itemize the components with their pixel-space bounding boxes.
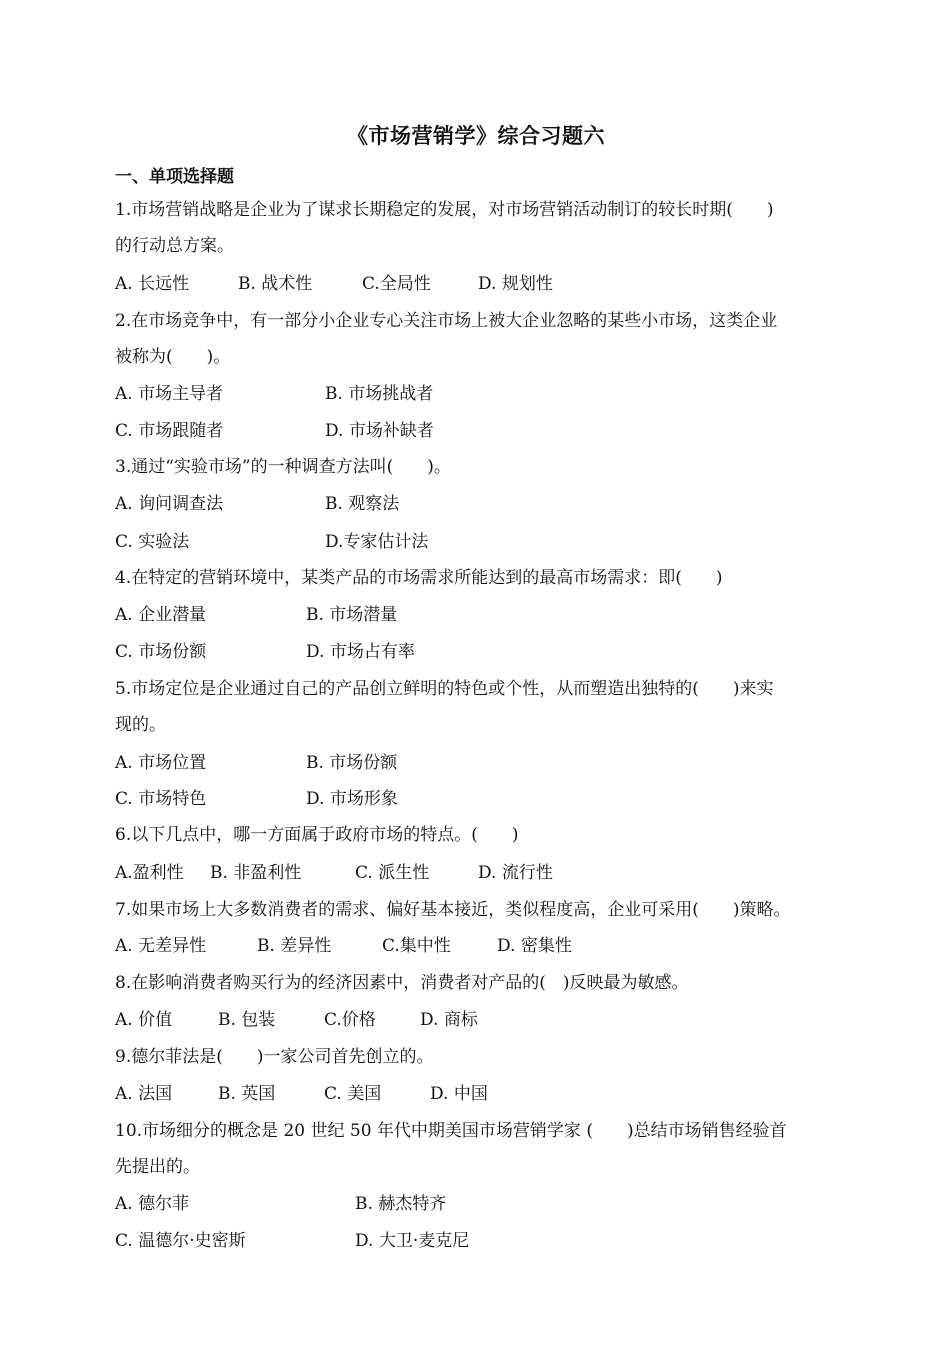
question-2-text: 2.在市场竞争中，有一部分小企业专心关注市场上被大企业忽略的某些小市场，这类企业 [115,311,778,331]
question-1-text: 1.市场营销战略是企业为了谋求长期稳定的发展，对市场营销活动制订的较长时期( ) [115,200,774,220]
question-1-option-c: C.全局性 [362,274,431,294]
question-10-option-b: B. 赫杰特齐 [355,1194,447,1214]
question-7-option-b: B. 差异性 [257,936,332,956]
question-5-option-a: A. 市场位置 [115,753,207,773]
question-2-option-d: D. 市场补缺者 [325,421,434,441]
question-7-option-d: D. 密集性 [497,936,572,956]
question-3-option-d: D.专家估计法 [325,532,429,552]
question-6-option-b: B. 非盈利性 [210,863,302,883]
question-7-text: 7.如果市场上大多数消费者的需求、偏好基本接近，类似程度高，企业可采用( )策略。 [115,900,791,920]
question-3-text: 3.通过“实验市场”的一种调查方法叫( )。 [115,457,451,477]
question-5-option-b: B. 市场份额 [306,753,398,773]
question-10-option-c: C. 温德尔·史密斯 [115,1231,246,1251]
question-5-text-cont: 现的。 [115,715,166,735]
question-4-option-b: B. 市场潜量 [306,605,398,625]
question-7-option-c: C.集中性 [382,936,451,956]
document-title: 《市场营销学》综合习题六 [347,123,605,148]
question-2-text-cont: 被称为( )。 [115,347,231,367]
question-4-option-c: C. 市场份额 [115,642,207,662]
question-9-option-b: B. 英国 [218,1084,276,1104]
question-7-option-a: A. 无差异性 [115,936,207,956]
question-9-option-c: C. 美国 [324,1084,382,1104]
question-3-option-b: B. 观察法 [325,494,400,514]
question-2-option-a: A. 市场主导者 [115,384,224,404]
question-1-text-cont: 的行动总方案。 [115,236,234,256]
question-8-option-c: C.价格 [324,1010,376,1030]
question-2-option-b: B. 市场挑战者 [325,384,434,404]
question-9-option-a: A. 法国 [115,1084,173,1104]
question-3-option-c: C. 实验法 [115,532,190,552]
question-6-text: 6.以下几点中，哪一方面属于政府市场的特点。( ) [115,825,519,845]
question-6-option-d: D. 流行性 [478,863,553,883]
question-5-text: 5.市场定位是企业通过自己的产品创立鲜明的特色或个性，从而塑造出独特的( )来实 [115,679,774,699]
question-9-text: 9.德尔菲法是( )一家公司首先创立的。 [115,1047,434,1067]
question-8-option-d: D. 商标 [420,1010,478,1030]
question-8-option-b: B. 包装 [218,1010,276,1030]
question-4-option-a: A. 企业潜量 [115,605,207,625]
question-4-option-d: D. 市场占有率 [306,642,415,662]
question-6-option-c: C. 派生性 [355,863,430,883]
question-10-text-cont: 先提出的。 [115,1157,200,1177]
question-1-option-d: D. 规划性 [478,274,553,294]
question-4-text: 4.在特定的营销环境中，某类产品的市场需求所能达到的最高市场需求：即( ) [115,568,723,588]
question-8-text: 8.在影响消费者购买行为的经济因素中，消费者对产品的( )反映最为敏感。 [115,973,689,993]
question-2-option-c: C. 市场跟随者 [115,421,224,441]
question-10-text: 10.市场细分的概念是 20 世纪 50 年代中期美国市场营销学家 ( )总结市场销售经验首 [115,1121,787,1141]
question-5-option-c: C. 市场特色 [115,789,207,809]
question-3-option-a: A. 询问调查法 [115,494,224,514]
question-8-option-a: A. 价值 [115,1010,173,1030]
question-9-option-d: D. 中国 [430,1084,488,1104]
section-heading: 一、单项选择题 [115,167,234,187]
question-10-option-d: D. 大卫·麦克尼 [355,1231,470,1251]
question-10-option-a: A. 德尔菲 [115,1194,190,1214]
question-6-option-a: A.盈利性 [115,863,184,883]
question-1-option-a: A. 长远性 [115,274,190,294]
question-1-option-b: B. 战术性 [238,274,313,294]
question-5-option-d: D. 市场形象 [306,789,398,809]
